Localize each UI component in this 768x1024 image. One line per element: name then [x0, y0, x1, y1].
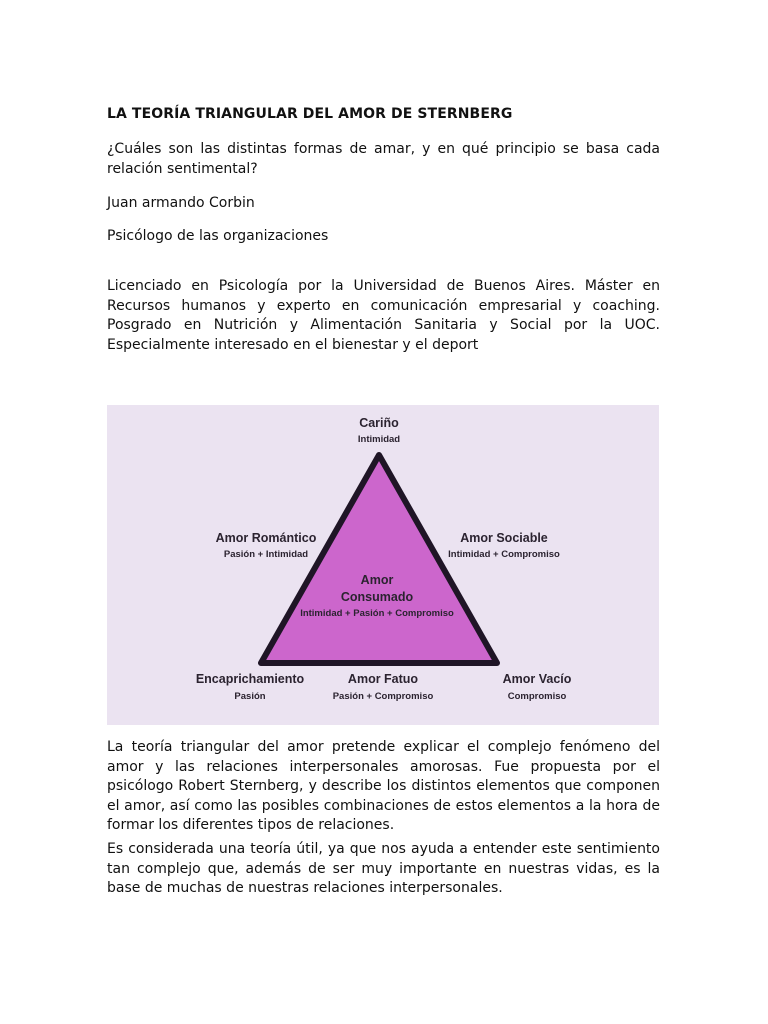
label-carino: Cariño: [359, 416, 399, 430]
label-encaprichamiento: Encaprichamiento: [195, 672, 305, 686]
label-amor-sociable: Amor Sociable: [460, 531, 548, 545]
label-amor-fatuo: Amor Fatuo: [347, 672, 419, 686]
author-bio: Licenciado en Psicología por la Universidad de Buenos Aires. Máster en Recursos humanos y experto en comunicación empresarial y coaching. Posgrado en Nutrición y Alimentación Sanitaria y Social por la UOC. Especialmente interesado en el bienestar y el deport: [107, 278, 660, 353]
sub-encaprichamiento: Pasión: [234, 691, 266, 702]
love-triangle-diagram: [107, 405, 659, 725]
label-amor-romantico: Amor Romántico: [215, 531, 317, 545]
label-amor-consumado-2: Consumado: [340, 590, 414, 604]
sub-amor-romantico: Pasión + Intimidad: [223, 549, 309, 560]
label-amor-consumado-1: Amor: [360, 573, 394, 587]
question-paragraph: ¿Cuáles son las distintas formas de amar, y en qué principio se basa cada relación sentimental?: [107, 141, 660, 177]
document-title: LA TEORÍA TRIANGULAR DEL AMOR DE STERNBERG: [107, 106, 513, 122]
author-role: Psicólogo de las organizaciones: [107, 228, 329, 244]
body-paragraph-2: Es considerada una teoría útil, ya que nos ayuda a entender este sentimiento tan complejo que, además de ser muy importante en nuestras vidas, es la base de muchas de nuestras relaciones interpersonales.: [107, 841, 660, 896]
author-name: Juan armando Corbin: [107, 195, 255, 211]
sub-amor-sociable: Intimidad + Compromiso: [448, 549, 560, 560]
sub-amor-consumado: Intimidad + Pasión + Compromiso: [300, 608, 454, 619]
sub-amor-vacio: Compromiso: [507, 691, 567, 702]
sub-carino: Intimidad: [357, 434, 401, 445]
label-amor-vacio: Amor Vacío: [502, 672, 572, 686]
sub-amor-fatuo: Pasión + Compromiso: [332, 691, 434, 702]
triangle-svg: [107, 405, 659, 725]
body-paragraph-1: La teoría triangular del amor pretende explicar el complejo fenómeno del amor y las relaciones interpersonales amorosas. Fue propuesta por el psicólogo Robert Sternberg, y describe los distintos elementos que componen el amor, así como las posibles combinaciones de estos elementos a la hora de formar los diferentes tipos de relaciones.: [107, 739, 660, 833]
